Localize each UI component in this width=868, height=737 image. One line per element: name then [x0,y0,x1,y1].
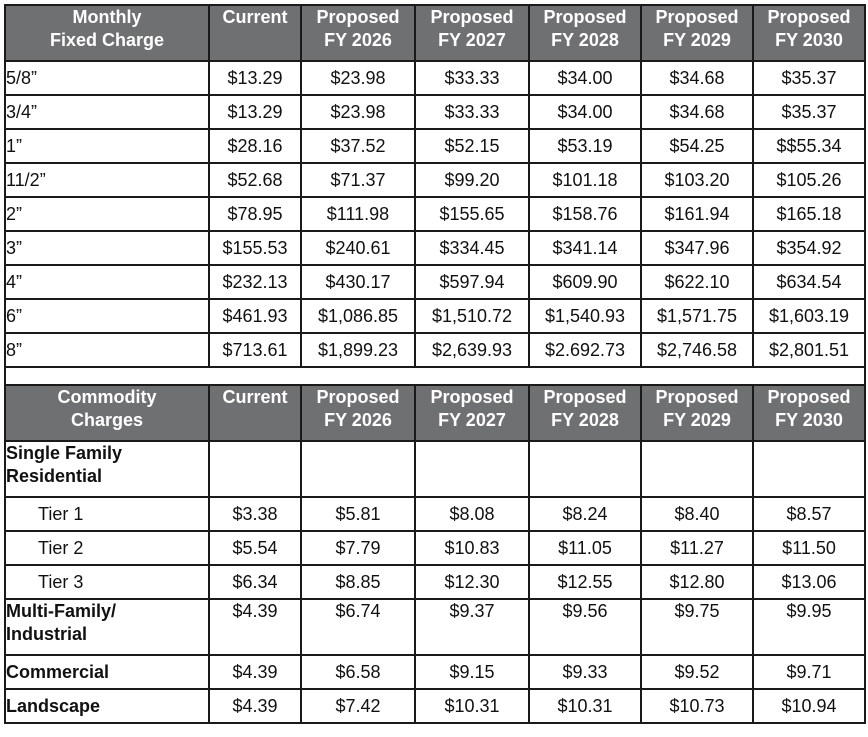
rate-cell: $35.37 [753,95,865,129]
header-line: FY 2028 [551,30,619,50]
rate-cell: $1,540.93 [529,299,641,333]
rate-cell: $9.56 [529,599,641,655]
rate-cell: $240.61 [301,231,415,265]
rate-cell: $597.94 [415,265,529,299]
rate-cell: $6.34 [209,565,301,599]
empty-cell [415,441,529,497]
rate-cell: $11.27 [641,531,753,565]
rate-cell: $6.74 [301,599,415,655]
header-line: Proposed [430,7,514,27]
header-line: Proposed [655,387,739,407]
header-line: FY 2029 [663,410,731,430]
commodity-charges-header [5,385,209,441]
header-line: FY 2027 [438,30,506,50]
rate-cell: $1,571.75 [641,299,753,333]
meter-size-label: 1” [5,129,209,163]
rate-cell: $4.39 [209,689,301,723]
table-row [5,231,865,265]
rate-cell: $10.94 [753,689,865,723]
fy2029-header [641,385,753,441]
rate-cell: $71.37 [301,163,415,197]
multi-family-industrial-label [5,599,209,655]
rate-cell: $13.29 [209,61,301,95]
table-row [5,197,865,231]
fy2027-header [415,385,529,441]
rate-cell: $54.25 [641,129,753,163]
rate-cell: $461.93 [209,299,301,333]
header-line: FY 2029 [663,30,731,50]
rate-cell: $11.50 [753,531,865,565]
rate-cell: $37.52 [301,129,415,163]
rate-table [4,4,866,724]
rate-cell: $9.15 [415,655,529,689]
rate-cell: $155.53 [209,231,301,265]
fy2030-header [753,385,865,441]
header-line: Proposed [430,387,514,407]
fy2030-header [753,5,865,61]
current-header [209,5,301,61]
rate-cell: $52.68 [209,163,301,197]
header-line: Proposed [316,387,400,407]
rate-cell: $1,899.23 [301,333,415,367]
table-row [5,163,865,197]
empty-cell [209,441,301,497]
rate-cell: $23.98 [301,61,415,95]
rate-cell: $1,603.19 [753,299,865,333]
multi-family-industrial-row [5,599,865,655]
rate-cell: $2.692.73 [529,333,641,367]
fixed-charge-header-row [5,5,865,61]
header-line: Proposed [543,7,627,27]
rate-cell: $13.06 [753,565,865,599]
rate-cell: $158.76 [529,197,641,231]
header-line: Current [222,7,288,27]
rate-cell: $5.54 [209,531,301,565]
tier-label: Tier 1 [5,497,209,531]
header-line: Commodity [57,387,157,407]
current-header [209,385,301,441]
rate-cell: $634.54 [753,265,865,299]
rate-cell: $334.45 [415,231,529,265]
table-row [5,531,865,565]
rate-cell: $4.39 [209,655,301,689]
rate-cell: $341.14 [529,231,641,265]
fy2026-header [301,5,415,61]
table-row [5,95,865,129]
rate-cell: $34.00 [529,95,641,129]
meter-size-label: 2” [5,197,209,231]
header-line: FY 2026 [324,410,392,430]
rate-cell: $23.98 [301,95,415,129]
rate-cell: $9.71 [753,655,865,689]
rate-cell: $78.95 [209,197,301,231]
empty-cell [753,441,865,497]
fy2028-header [529,5,641,61]
rate-cell: $161.94 [641,197,753,231]
empty-cell [529,441,641,497]
label-line: Single Family [6,443,123,463]
table-row [5,565,865,599]
rate-cell: $8.40 [641,497,753,531]
meter-size-label: 3/4” [5,95,209,129]
empty-cell [641,441,753,497]
rate-cell: $4.39 [209,599,301,655]
header-line: FY 2027 [438,410,506,430]
header-line: Current [222,387,288,407]
section-divider [5,367,865,385]
rate-cell: $105.26 [753,163,865,197]
rate-cell: $2,639.93 [415,333,529,367]
fy2027-header [415,5,529,61]
meter-size-label: 8” [5,333,209,367]
rate-cell: $8.24 [529,497,641,531]
meter-size-label: 11/2” [5,163,209,197]
table-row [5,299,865,333]
header-line: Fixed Charge [49,30,165,50]
header-line: Proposed [316,7,400,27]
rate-cell: $7.79 [301,531,415,565]
table-row [5,333,865,367]
rate-cell: $35.37 [753,61,865,95]
label-line: Residential [6,466,103,486]
rate-cell: $9.52 [641,655,753,689]
rate-cell: $33.33 [415,95,529,129]
rate-cell: $354.92 [753,231,865,265]
rate-cell: $111.98 [301,197,415,231]
rate-cell: $622.10 [641,265,753,299]
table-row [5,61,865,95]
rate-cell: $10.83 [415,531,529,565]
header-line: Charges [70,410,144,430]
rate-cell: $232.13 [209,265,301,299]
table-row [5,265,865,299]
rate-cell: $12.80 [641,565,753,599]
rate-cell: $10.73 [641,689,753,723]
header-line: Proposed [767,7,851,27]
rate-cell: $33.33 [415,61,529,95]
table-row [5,497,865,531]
rate-cell: $28.16 [209,129,301,163]
rate-cell: $5.81 [301,497,415,531]
commercial-label: Commercial [5,655,209,689]
header-line: Proposed [767,387,851,407]
rate-cell: $9.75 [641,599,753,655]
commercial-row [5,655,865,689]
rate-cell: $7.42 [301,689,415,723]
rate-cell: $8.08 [415,497,529,531]
rate-cell: $34.68 [641,61,753,95]
single-family-residential-label [5,441,209,497]
single-family-residential-row [5,441,865,497]
rate-cell: $430.17 [301,265,415,299]
rate-cell: $9.95 [753,599,865,655]
rate-cell: $10.31 [529,689,641,723]
rate-cell: $8.57 [753,497,865,531]
rate-cell: $165.18 [753,197,865,231]
rate-cell: $713.61 [209,333,301,367]
rate-cell: $9.37 [415,599,529,655]
header-line: FY 2030 [775,410,843,430]
header-line: FY 2026 [324,30,392,50]
header-line: FY 2028 [551,410,619,430]
label-line: Multi-Family/ [6,601,117,621]
divider-cell [5,367,865,385]
rate-cell: $12.55 [529,565,641,599]
meter-size-label: 6” [5,299,209,333]
landscape-label: Landscape [5,689,209,723]
rate-cell: $34.00 [529,61,641,95]
rate-cell: $103.20 [641,163,753,197]
meter-size-label: 4” [5,265,209,299]
meter-size-label: 5/8” [5,61,209,95]
rate-cell: $53.19 [529,129,641,163]
rate-cell: $99.20 [415,163,529,197]
label-line: Industrial [6,624,88,644]
header-line: Proposed [655,7,739,27]
tier-label: Tier 3 [5,565,209,599]
table-row [5,129,865,163]
rate-cell: $12.30 [415,565,529,599]
fy2028-header [529,385,641,441]
rate-cell: $11.05 [529,531,641,565]
header-line: FY 2030 [775,30,843,50]
rate-cell: $13.29 [209,95,301,129]
fixed-charge-header [5,5,209,61]
rate-cell: $52.15 [415,129,529,163]
fy2029-header [641,5,753,61]
header-line: Proposed [543,387,627,407]
rate-cell: $155.65 [415,197,529,231]
rate-cell: $101.18 [529,163,641,197]
rate-cell: $2,746.58 [641,333,753,367]
rate-cell: $6.58 [301,655,415,689]
rate-cell: $1,086.85 [301,299,415,333]
rate-cell: $347.96 [641,231,753,265]
meter-size-label: 3” [5,231,209,265]
rate-cell: $2,801.51 [753,333,865,367]
empty-cell [301,441,415,497]
rate-cell: $$55.34 [753,129,865,163]
rate-cell: $1,510.72 [415,299,529,333]
rate-cell: $10.31 [415,689,529,723]
rate-cell: $34.68 [641,95,753,129]
rate-cell: $609.90 [529,265,641,299]
rate-cell: $9.33 [529,655,641,689]
landscape-row [5,689,865,723]
rate-cell: $8.85 [301,565,415,599]
commodity-header-row [5,385,865,441]
rate-cell: $3.38 [209,497,301,531]
header-line: Monthly [72,7,142,27]
fy2026-header [301,385,415,441]
tier-label: Tier 2 [5,531,209,565]
